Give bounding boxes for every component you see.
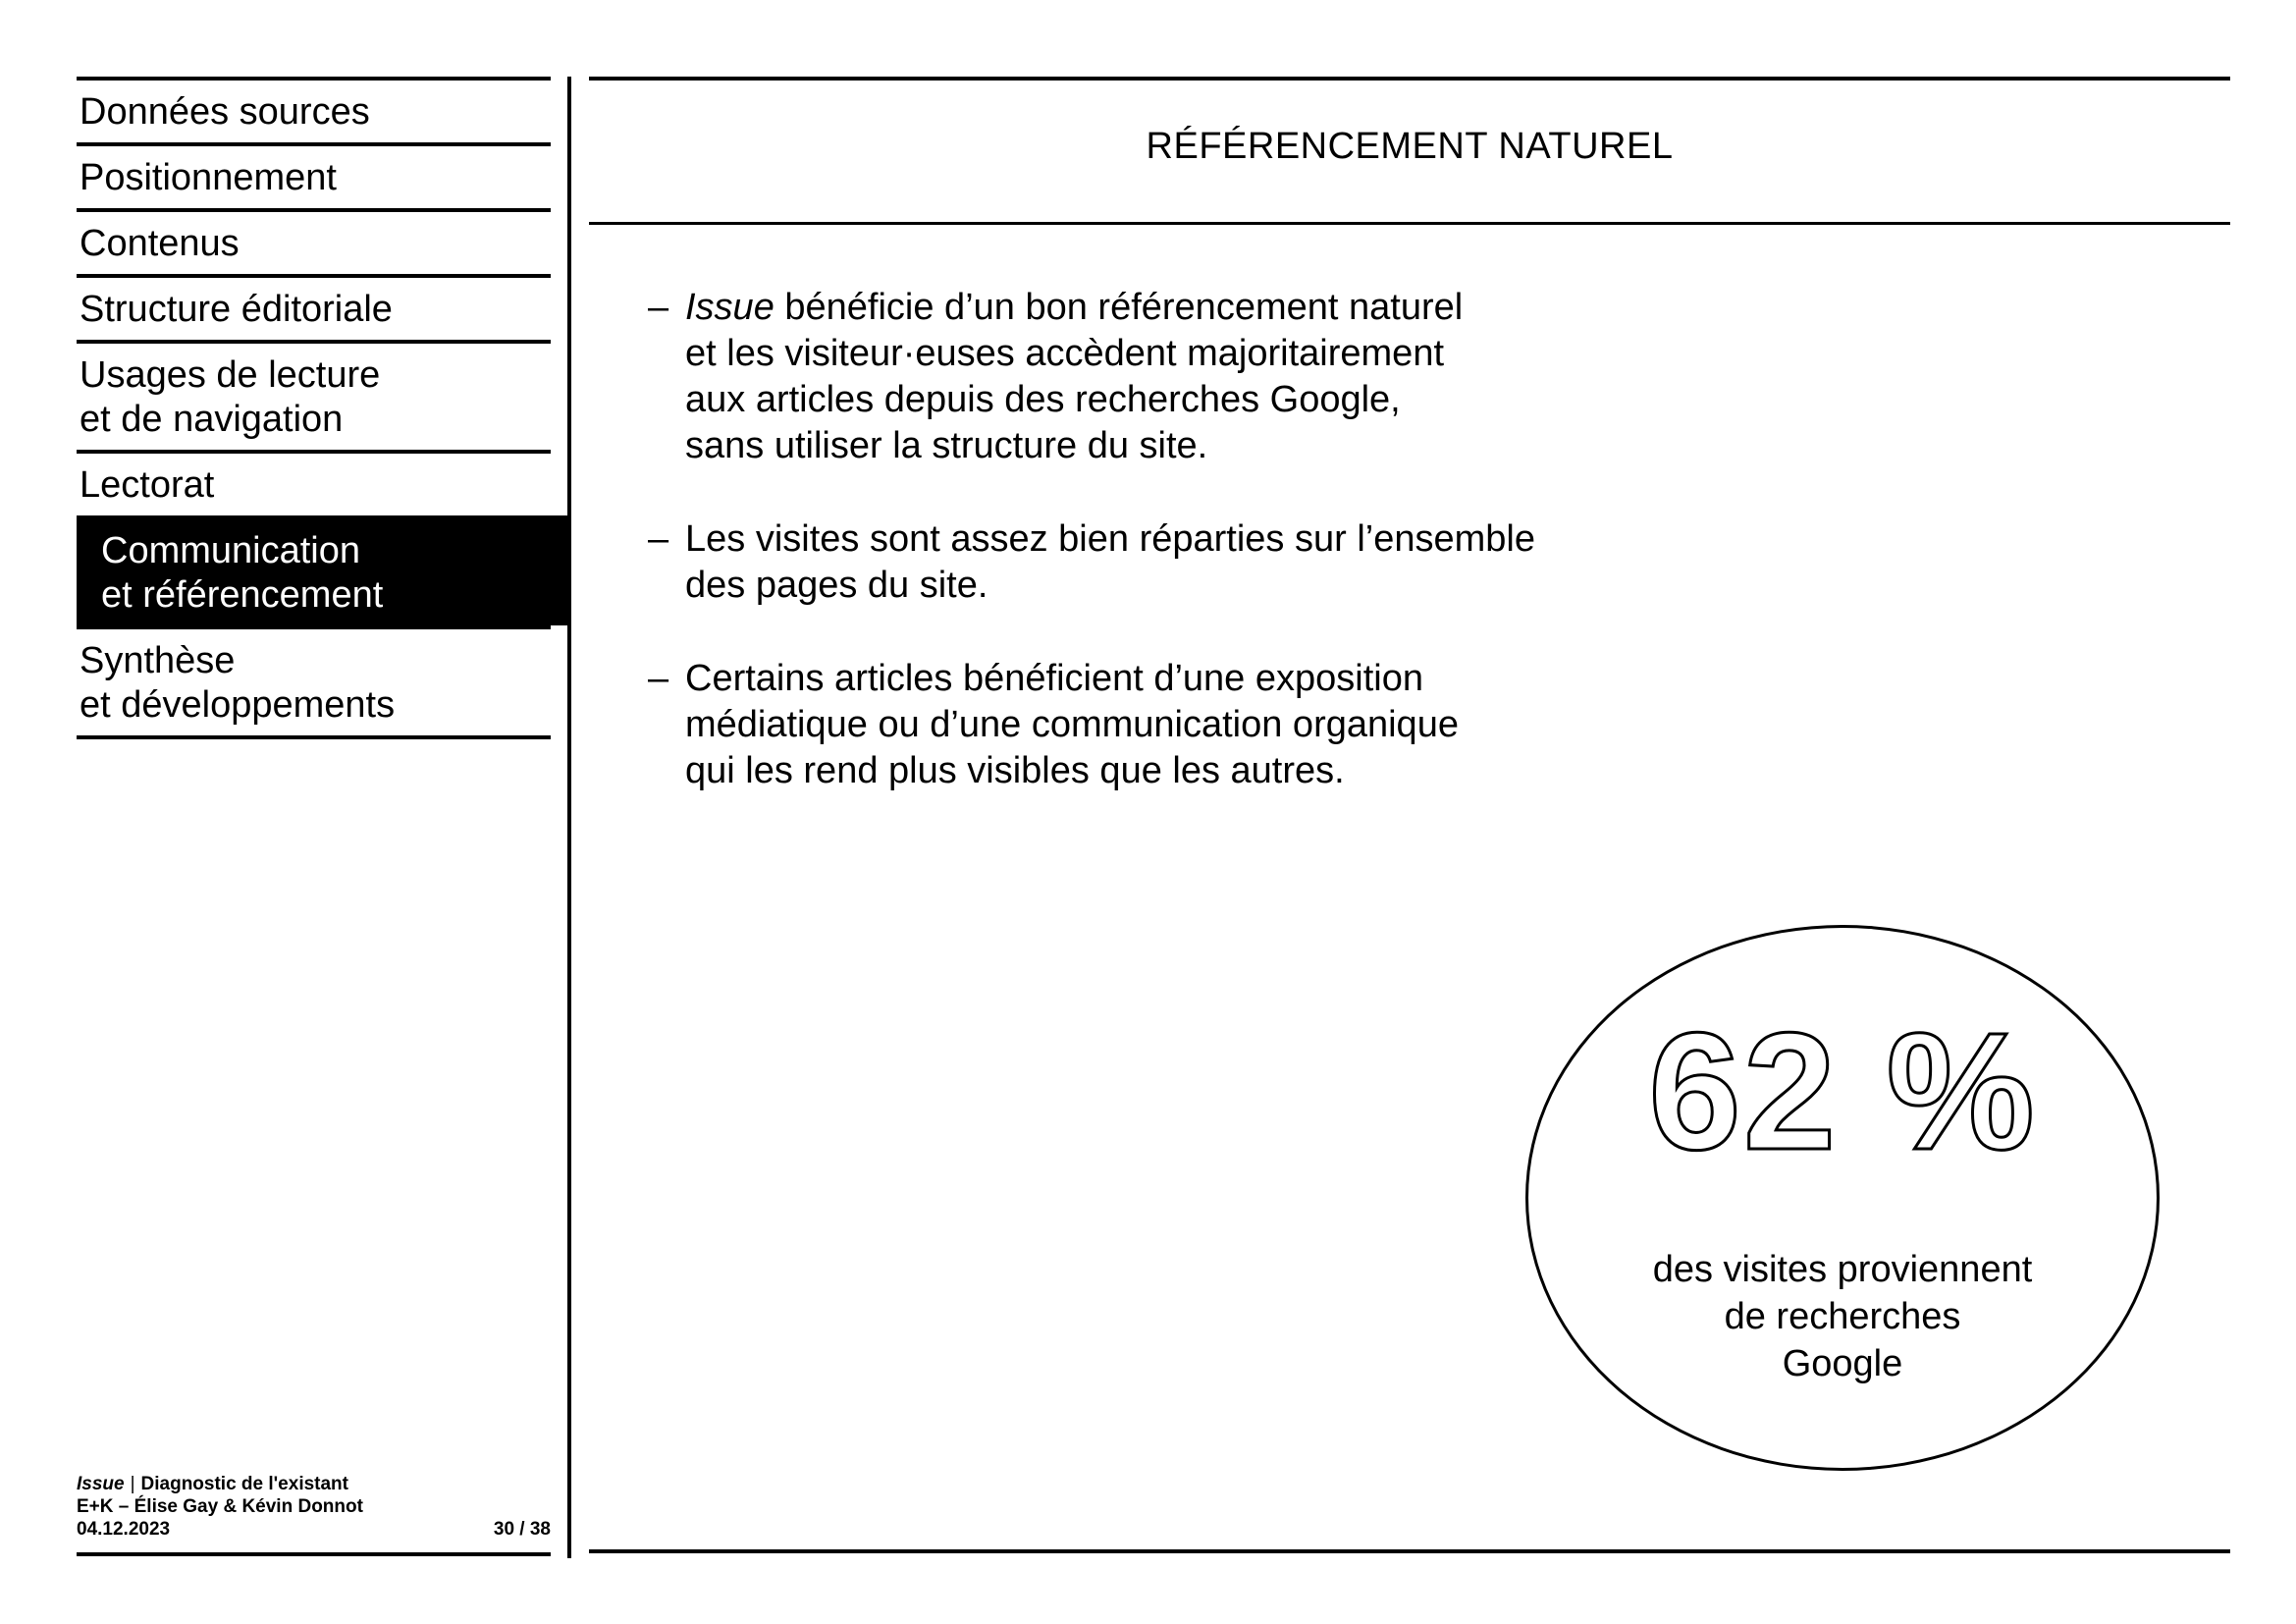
bullet-item (648, 285, 1728, 469)
footer-colophon (77, 1473, 551, 1541)
bullet-item (648, 656, 1728, 794)
footer-authors: E+K – Élise Gay & Kévin Donnot (77, 1496, 363, 1517)
footer-separator: | (130, 1474, 135, 1494)
bullet-line: sans utiliser la structure du site. (685, 425, 1208, 466)
footer-date: 04.12.2023 (77, 1519, 171, 1540)
nav-item-communication-active[interactable]: Communication et référencement (77, 515, 570, 625)
nav-divider (77, 735, 551, 739)
main-bottom-divider (589, 1549, 2230, 1553)
sidebar-nav (77, 77, 551, 739)
stat-caption-line: de recherches (1724, 1296, 1961, 1337)
bullet-line (685, 285, 1728, 331)
stat-value: 62 % (1648, 999, 2037, 1185)
bullet-emphasis: Issue (685, 287, 774, 328)
bullet-dash: – (648, 518, 669, 560)
nav-item-contenus[interactable]: Contenus (77, 208, 551, 274)
bullet-item (648, 516, 1728, 609)
main-top-divider (589, 77, 2230, 81)
bullet-text: bénéficie d’un bon référencement naturel (774, 287, 1464, 328)
nav-item-positionnement[interactable]: Positionnement (77, 142, 551, 208)
vertical-divider (567, 77, 571, 1558)
stat-ellipse (1525, 925, 2160, 1471)
page-title: RÉFÉRENCEMENT NATUREL (1146, 126, 1674, 167)
bullet-line: médiatique ou d’une communication organique (685, 704, 1459, 745)
bullet-dash: – (648, 287, 669, 328)
nav-item-structure-editoriale[interactable]: Structure éditoriale (77, 274, 551, 340)
footer-publication: Issue (77, 1474, 125, 1494)
bullet-line: Certains articles bénéficient d’une exposition (685, 658, 1423, 699)
stat-caption (1528, 1246, 2157, 1387)
page-number: 30 / 38 (493, 1519, 551, 1540)
nav-item-donnees-sources[interactable]: Données sources (77, 77, 551, 142)
bullet-line: aux articles depuis des recherches Google, (685, 379, 1401, 420)
bullet-list (648, 285, 1728, 841)
bullet-line: qui les rend plus visibles que les autres. (685, 750, 1345, 791)
stat-caption-line: Google (1782, 1343, 1903, 1384)
nav-item-lectorat[interactable]: Lectorat (77, 450, 551, 515)
bullet-line: et les visiteur·euses accèdent majoritairement (685, 333, 1445, 374)
nav-item-synthese[interactable]: Synthèse et développements (77, 625, 551, 735)
bullet-line: des pages du site. (685, 565, 988, 606)
bullet-dash: – (648, 658, 669, 699)
footer-line-1 (77, 1473, 551, 1495)
stat-caption-line: des visites proviennent (1652, 1249, 2033, 1290)
bullet-line: Les visites sont assez bien réparties sur l’ensemble (685, 518, 1535, 560)
nav-item-usages-lecture[interactable]: Usages de lecture et de navigation (77, 340, 551, 450)
title-divider (589, 222, 2230, 225)
footer-document-title: Diagnostic de l'existant (140, 1474, 348, 1494)
footer-divider (77, 1552, 551, 1556)
